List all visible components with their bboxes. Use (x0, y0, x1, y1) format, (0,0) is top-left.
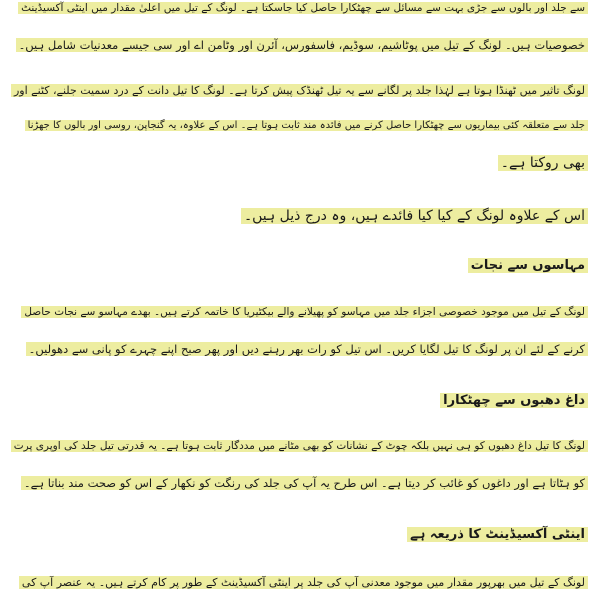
article-line: لونگ کے تیل میں بھرپور مقدار میں موجود معدنی آپ کی جلد پر اینٹی آکسیڈینٹ کے طور پر کام کرتے ہیں۔ یہ عنصر آپ کی (10, 576, 588, 589)
article-line: خصوصیات ہیں۔ لونگ کے تیل میں پوٹاشیم، سوڈیم، فاسفورس، آئرن اور وٹامن اے اور سی جیسے معدنیات شامل ہیں۔ (16, 38, 588, 52)
section-heading: مہاسوں سے نجات (468, 258, 588, 273)
article-line: بھی روکتا ہے۔ (498, 155, 588, 171)
article-line: لونگ کے تیل میں موجود خصوصی اجزاء جلد میں مہاسو کو پھیلانے والے بیکٹیریا کا خاتمہ کرتے ہیں۔ بھدے مہاسو سے نجات حاصل (10, 306, 588, 318)
section-heading: اینٹی آکسیڈینٹ کا ذریعہ ہے (407, 527, 588, 542)
article-line: کو ہٹاتا ہے اور داغوں کو غائب کر دیتا ہے۔ اس طرح یہ آپ کی جلد کی رنگت کو نکھار کے اس کو صحت مند بناتا ہے۔ (21, 476, 588, 490)
article-line: لونگ تاثیر میں ٹھنڈا ہوتا ہے لہٰذا جلد پر لگانے سے یہ تیل ٹھنڈک پیش کرتا ہے۔ لونگ کا تیل دانت کے درد سمیت جلنے، کٹنے اور (10, 84, 588, 97)
article-line: لونگ کا تیل داغ دھبوں کو ہی نہیں بلکہ چوٹ کے نشانات کو بھی مٹانے میں مددگار ثابت ہوتا ہے۔ یہ قدرتی تیل جلد کی اوپری پرت (10, 440, 588, 452)
article-line: جلد سے متعلقہ کئی بیماریوں سے چھٹکارا حاصل کرنے میں فائدہ مند ثابت ہوتا ہے۔ اس کے علاوہ، یہ گنجاپن، روسی اور بالوں کا جھڑنا (10, 120, 588, 131)
section-heading: داغ دھبوں سے چھٹکارا (440, 393, 588, 408)
article-line: اس کے علاوہ لونگ کے کیا کیا فائدے ہیں، وہ درج ذیل ہیں۔ (241, 208, 588, 224)
article-line: کرنے کے لئے ان پر لونگ کا تیل لگایا کریں۔ اس تیل کو رات بھر رہنے دیں اور پھر صبح اپنے چہرے کو پانی سے دھولیں۔ (26, 342, 588, 356)
article-line: سے جلد اور بالوں سے جڑی بہت سے مسائل سے چھٹکارا حاصل کیا جاسکتا ہے۔ لونگ کے تیل میں اعلیٰ مقدار میں اینٹی آکسیڈینٹ (10, 2, 588, 14)
